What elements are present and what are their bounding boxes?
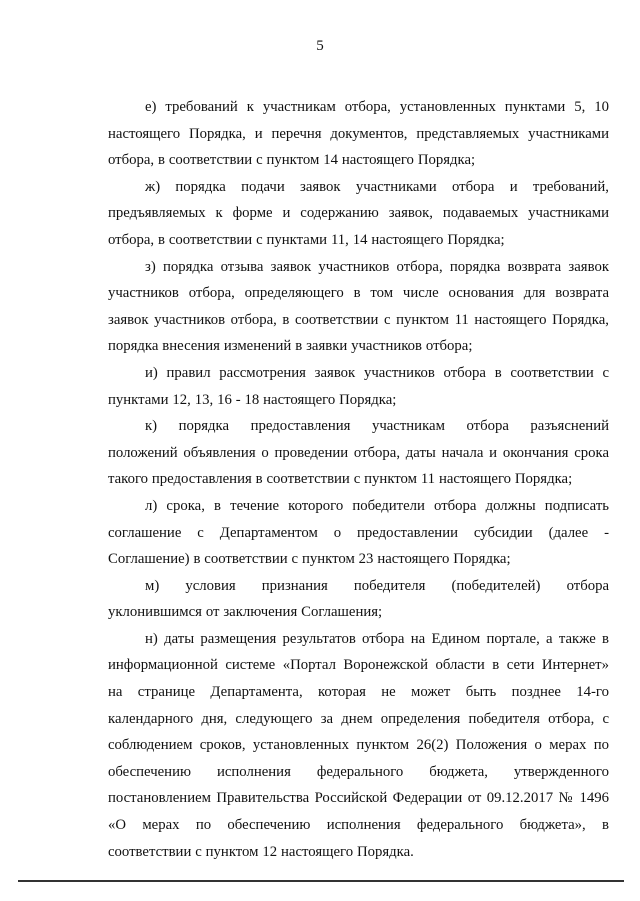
paragraph-line: пунктами 12, 13, 16 - 18 настоящего Порядка; <box>108 391 397 408</box>
paragraph-line: постановлением Правительства Российской Федерации от 09.12.2017 № 1496 <box>108 790 609 807</box>
paragraph-item-zh <box>108 174 609 254</box>
paragraph-line: календарного дня, следующего за днем определения победителя отбора, с <box>108 710 609 727</box>
paragraph-line: е) требований к участникам отбора, установленных пунктами 5, 10 <box>145 99 609 115</box>
paragraph-line: н) даты размещения результатов отбора на Едином портале, а также в <box>145 630 609 647</box>
paragraph-line: м) условия признания победителя (победителей) отбора <box>145 577 609 594</box>
paragraph-item-n <box>108 626 609 865</box>
paragraph-line: информационной системе «Портал Воронежской области в сети Интернет» <box>108 657 609 674</box>
paragraph-line: отбора, в соответствии с пунктом 14 настоящего Порядка; <box>108 152 476 169</box>
paragraph-line: л) срока, в течение которого победители отбора должны подписать <box>145 497 609 514</box>
paragraph-line: отбора, в соответствии с пунктами 11, 14 настоящего Порядка; <box>108 231 505 248</box>
paragraph-line: порядка внесения изменений в заявки участников отбора; <box>108 338 473 355</box>
paragraph-line: з) порядка отзыва заявок участников отбора, порядка возврата заявок <box>145 258 609 275</box>
paragraph-line: настоящего Порядка, и перечня документов, представляемых участниками <box>108 125 609 142</box>
document-body <box>108 94 609 865</box>
paragraph-item-k <box>108 413 609 493</box>
paragraph-line: на странице Департамента, которая не может быть позднее 14-го <box>108 684 609 701</box>
paragraph-line: «О мерах по обеспечению исполнения федерального бюджета», в <box>108 817 609 834</box>
paragraph-line: соблюдением сроков, установленных пунктом 26(2) Положения о мерах по <box>108 737 609 754</box>
paragraph-item-m <box>108 573 609 626</box>
paragraph-item-l <box>108 493 609 573</box>
bottom-divider-line <box>18 880 624 882</box>
page-number: 5 <box>316 38 324 54</box>
paragraph-line: обеспечению исполнения федерального бюджета, утвержденного <box>108 763 609 780</box>
paragraph-item-e <box>108 94 609 174</box>
paragraph-line: к) порядка предоставления участникам отбора разъяснений <box>145 418 609 435</box>
paragraph-line: положений объявления о проведении отбора, даты начала и окончания срока <box>108 444 609 461</box>
paragraph-line: и) правил рассмотрения заявок участников отбора в соответствии с <box>145 364 609 381</box>
paragraph-line: такого предоставления в соответствии с пунктом 11 настоящего Порядка; <box>108 471 573 488</box>
paragraph-line: предъявляемых к форме и содержанию заявок, подаваемых участниками <box>108 205 609 222</box>
paragraph-line: Соглашение) в соответствии с пунктом 23 настоящего Порядка; <box>108 551 511 568</box>
paragraph-item-z <box>108 254 609 360</box>
paragraph-line: соответствии с пунктом 12 настоящего Порядка. <box>108 843 414 860</box>
paragraph-line: уклонившимся от заключения Соглашения; <box>108 604 383 621</box>
paragraph-line: соглашение с Департаментом о предоставлении субсидии (далее - <box>108 524 609 541</box>
paragraph-line: ж) порядка подачи заявок участниками отбора и требований, <box>145 178 609 195</box>
paragraph-item-i <box>108 360 609 413</box>
paragraph-line: участников отбора, определяющего в том числе основания для возврата <box>108 285 609 302</box>
paragraph-line: заявок участников отбора, в соответствии с пунктом 11 настоящего Порядка, <box>108 311 609 328</box>
